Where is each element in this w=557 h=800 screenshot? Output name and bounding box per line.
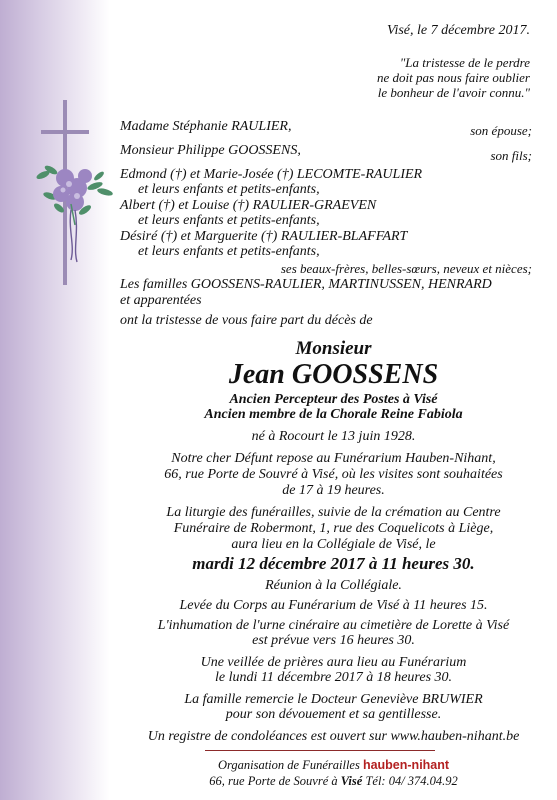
son-role: son fils; [490, 148, 532, 163]
sibling-line: et leurs enfants et petits-enfants, [138, 244, 320, 259]
in-laws: ses beaux-frères, belles-sœurs, neveux et nièces; [280, 261, 532, 276]
ceremony-date: mardi 12 décembre 2017 à 11 heures 30. [192, 554, 475, 573]
inhumation-line-2: est prévue vers 16 heures 30. [252, 633, 415, 648]
place-date: Visé, le 7 décembre 2017. [386, 23, 530, 38]
thanks-line-2: pour son dévouement et sa gentillesse. [225, 707, 442, 722]
rest-line-2: 66, rue Porte de Souvré à Visé, où les visites sont souhaitées [164, 467, 503, 482]
rest-line-1: Notre cher Défunt repose au Funérarium Hauben-Nihant, [171, 451, 496, 466]
footer-divider [205, 750, 435, 751]
sibling-line: Edmond (†) et Marie-Josée (†) LECOMTE-RAULIER [120, 167, 423, 182]
organisation-line [110, 759, 557, 772]
deceased-role-2: Ancien membre de la Chorale Reine Fabiola [204, 407, 463, 422]
spouse-role: son épouse; [470, 123, 532, 138]
liturgy-line-3: aura lieu en la Collégiale de Visé, le [231, 537, 436, 552]
address-line [110, 775, 557, 788]
sibling-line: Désiré (†) et Marguerite (†) RAULIER-BLAFFART [120, 229, 408, 244]
quote-line-1: "La tristesse de le perdre [399, 55, 530, 70]
levee: Levée du Corps au Funérarium de Visé à 11 heures 15. [179, 598, 488, 613]
rest-line-3: de 17 à 19 heures. [282, 483, 385, 498]
vigil-line-2: le lundi 11 décembre 2017 à 18 heures 30. [214, 670, 453, 685]
address-city: Visé [340, 774, 363, 788]
address-prefix: 66, rue Porte de Souvré à [209, 774, 338, 788]
birth-info: né à Rocourt le 13 juin 1928. [251, 429, 416, 444]
families-line-1: Les familles GOOSSENS-RAULIER, MARTINUSSEN, HENRARD [120, 277, 492, 292]
address-phone: Tél: 04/ 374.04.92 [365, 774, 458, 788]
vigil-line-1: Une veillée de prières aura lieu au Funérarium [200, 655, 467, 670]
thanks-line-1: La famille remercie le Docteur Geneviève BRUWIER [184, 692, 483, 707]
deceased-title: Monsieur [295, 338, 372, 359]
deceased-name: Jean GOOSSENS [228, 359, 439, 390]
brand-name: hauben-nihant [362, 758, 450, 772]
liturgy-line-1: La liturgie des funérailles, suivie de la crémation au Centre [166, 505, 501, 520]
sibling-line: et leurs enfants et petits-enfants, [138, 182, 320, 197]
cross-with-flowers-icon [35, 100, 115, 285]
reunion: Réunion à la Collégiale. [265, 578, 402, 593]
announcement: ont la tristesse de vous faire part du décès de [120, 313, 373, 328]
families-line-2: et apparentées [120, 293, 202, 308]
deceased-role-1: Ancien Percepteur des Postes à Visé [229, 392, 438, 407]
son-name: Monsieur Philippe GOOSSENS, [120, 143, 301, 158]
quote-line-3: le bonheur de l'avoir connu." [377, 85, 530, 100]
spouse-name: Madame Stéphanie RAULIER, [120, 119, 292, 134]
organisation-prefix: Organisation de Funérailles [217, 758, 360, 772]
liturgy-line-2: Funéraire de Robermont, 1, rue des Coquelicots à Liège, [173, 521, 494, 536]
sibling-line: Albert (†) et Louise (†) RAULIER-GRAEVEN [120, 198, 377, 213]
sibling-line: et leurs enfants et petits-enfants, [138, 213, 320, 228]
inhumation-line-1: L'inhumation de l'urne cinéraire au cimetière de Lorette à Visé [157, 618, 510, 633]
quote-line-2: ne doit pas nous faire oublier [377, 70, 530, 85]
registry: Un registre de condoléances est ouvert sur www.hauben-nihant.be [147, 729, 520, 744]
